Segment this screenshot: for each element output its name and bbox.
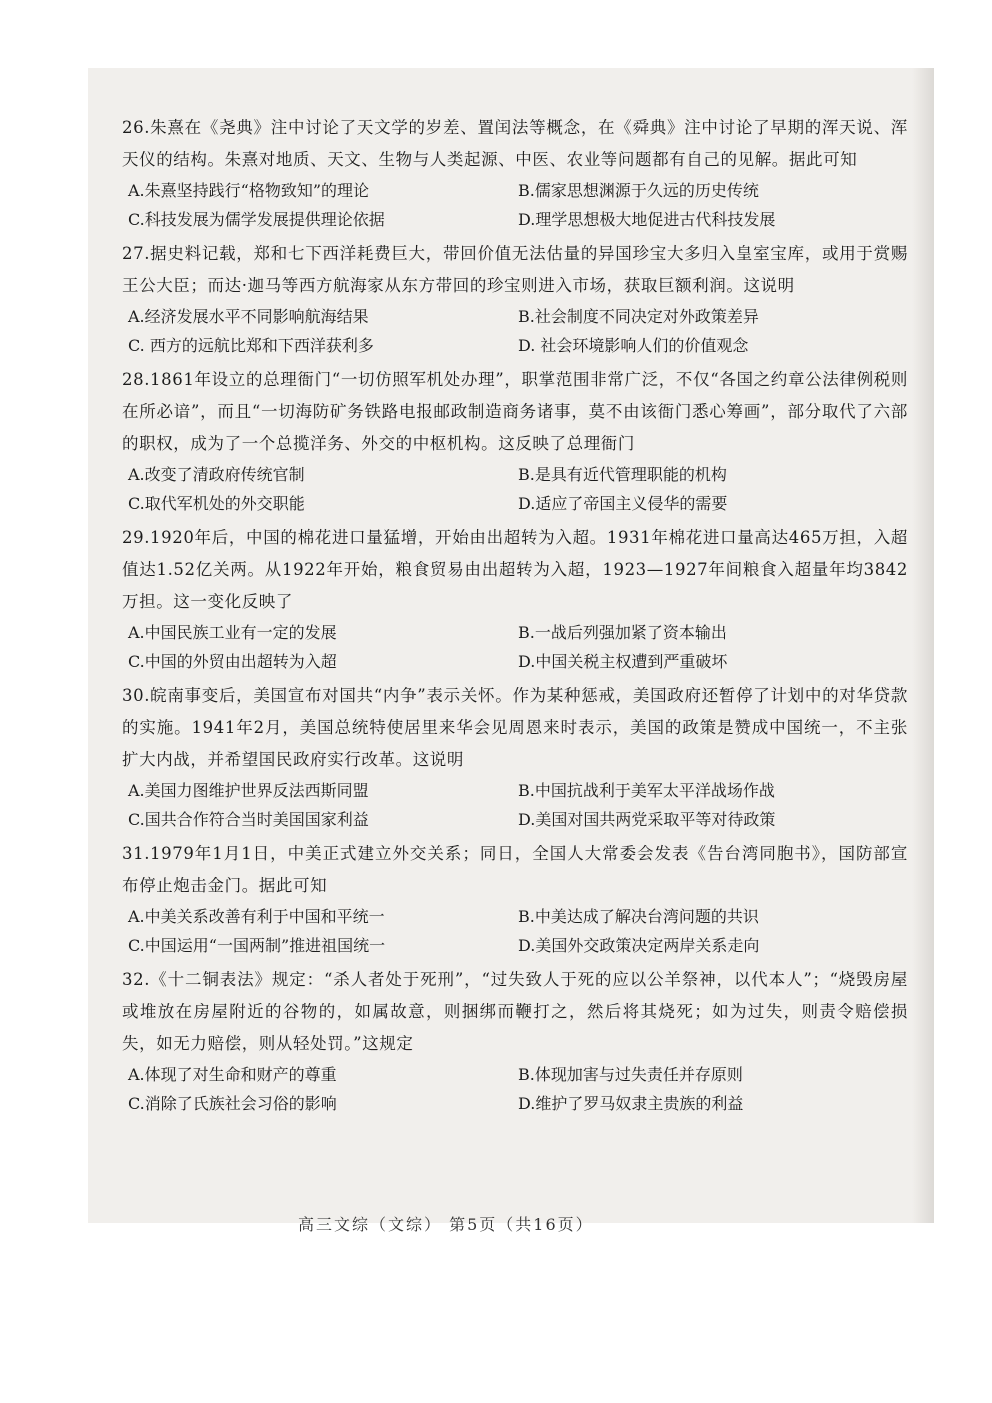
- option-a: A.中美关系改善有利于中国和平统一: [128, 907, 385, 926]
- option-d: D.美国外交政策决定两岸关系走向: [518, 936, 760, 955]
- question-stem: 32.《十二铜表法》规定：“杀人者处于死刑”，“过失致人于死的应以公羊祭神，以代本人”；“烧毁房屋或堆放在房屋附近的谷物的，如属故意，则捆绑而鞭打之，然后将其烧死；如为过失，则责令赔偿损失，如无力赔偿，则从轻处罚。”这规定: [122, 970, 908, 1053]
- option-b: B.一战后列强加紧了资本输出: [518, 623, 727, 642]
- question-30: [122, 680, 908, 834]
- option-b: B.社会制度不同决定对外政策差异: [518, 307, 759, 326]
- option-c: C.国共合作符合当时美国国家利益: [128, 810, 369, 829]
- question-stem: 26.朱熹在《尧典》注中讨论了天文学的岁差、置闰法等概念，在《舜典》注中讨论了早期的浑天说、浑天仪的结构。朱熹对地质、天文、生物与人类起源、中医、农业等问题都有自己的见解。据此可知: [122, 118, 908, 169]
- question-stem: 29.1920年后，中国的棉花进口量猛增，开始由出超转为入超。1931年棉花进口量高达465万担，入超值达1.52亿关两。从1922年开始，粮食贸易由出超转为入超，1923—1927年间粮食入超量年均3842万担。这一变化反映了: [122, 528, 908, 611]
- question-32: [122, 964, 908, 1118]
- option-d: D.适应了帝国主义侵华的需要: [518, 494, 728, 513]
- option-b: B.儒家思想渊源于久远的历史传统: [518, 181, 759, 200]
- question-27: [122, 238, 908, 360]
- option-grid: [122, 460, 908, 518]
- option-a: A.改变了清政府传统官制: [128, 465, 305, 484]
- option-d: D.美国对国共两党采取平等对待政策: [518, 810, 776, 829]
- option-c: C.科技发展为儒学发展提供理论依据: [128, 210, 385, 229]
- question-26: [122, 112, 908, 234]
- page-edge-shadow: [912, 68, 934, 1223]
- option-c: C.中国的外贸由出超转为入超: [128, 652, 337, 671]
- option-d: D.中国关税主权遭到严重破坏: [518, 652, 728, 671]
- option-a: A.美国力图维护世界反法西斯同盟: [128, 781, 369, 800]
- question-list: [122, 112, 908, 1122]
- option-a: A.体现了对生命和财产的尊重: [128, 1065, 337, 1084]
- question-31: [122, 838, 908, 960]
- option-d: D.维护了罗马奴隶主贵族的利益: [518, 1094, 744, 1113]
- option-grid: [122, 176, 908, 234]
- option-c: C. 西方的远航比郑和下西洋获利多: [128, 336, 374, 355]
- option-b: B.是具有近代管理职能的机构: [518, 465, 727, 484]
- question-stem: 31.1979年1月1日，中美正式建立外交关系；同日，全国人大常委会发表《告台湾同胞书》，国防部宣布停止炮击金门。据此可知: [122, 844, 908, 895]
- option-grid: [122, 1060, 908, 1118]
- option-c: C.中国运用“一国两制”推进祖国统一: [128, 936, 386, 955]
- option-grid: [122, 776, 908, 834]
- option-a: A.朱熹坚持践行“格物致知”的理论: [128, 181, 370, 200]
- option-grid: [122, 618, 908, 676]
- question-stem: 27.据史料记载，郑和七下西洋耗费巨大，带回价值无法估量的异国珍宝大多归入皇室宝库，或用于赏赐王公大臣；而达·迦马等西方航海家从东方带回的珍宝则进入市场，获取巨额利润。这说明: [122, 244, 908, 295]
- option-c: C.消除了氏族社会习俗的影响: [128, 1094, 337, 1113]
- question-28: [122, 364, 908, 518]
- option-a: A.中国民族工业有一定的发展: [128, 623, 337, 642]
- page-footer: 高三文综（文综） 第5页（共16页）: [298, 1215, 594, 1234]
- question-stem: 30.皖南事变后，美国宣布对国共“内争”表示关怀。作为某种惩戒，美国政府还暂停了计划中的对华贷款的实施。1941年2月，美国总统特使居里来华会见周恩来时表示，美国的政策是赞成中国统一，不主张扩大内战，并希望国民政府实行改革。这说明: [122, 686, 908, 769]
- option-d: D.理学思想极大地促进古代科技发展: [518, 210, 776, 229]
- option-a: A.经济发展水平不同影响航海结果: [128, 307, 369, 326]
- question-29: [122, 522, 908, 676]
- option-b: B.体现加害与过失责任并存原则: [518, 1065, 743, 1084]
- question-stem: 28.1861年设立的总理衙门“一切仿照军机处办理”，职掌范围非常广泛，不仅“各国之约章公法律例税则在所必谙”，而且“一切海防矿务铁路电报邮政制造商务诸事，莫不由该衙门悉心筹画”，部分取代了六部的职权，成为了一个总揽洋务、外交的中枢机构。这反映了总理衙门: [122, 370, 908, 453]
- option-d: D. 社会环境影响人们的价值观念: [518, 336, 749, 355]
- option-grid: [122, 302, 908, 360]
- option-c: C.取代军机处的外交职能: [128, 494, 305, 513]
- option-grid: [122, 902, 908, 960]
- option-b: B.中国抗战利于美军太平洋战场作战: [518, 781, 775, 800]
- option-b: B.中美达成了解决台湾问题的共识: [518, 907, 759, 926]
- scanned-page: [88, 68, 934, 1234]
